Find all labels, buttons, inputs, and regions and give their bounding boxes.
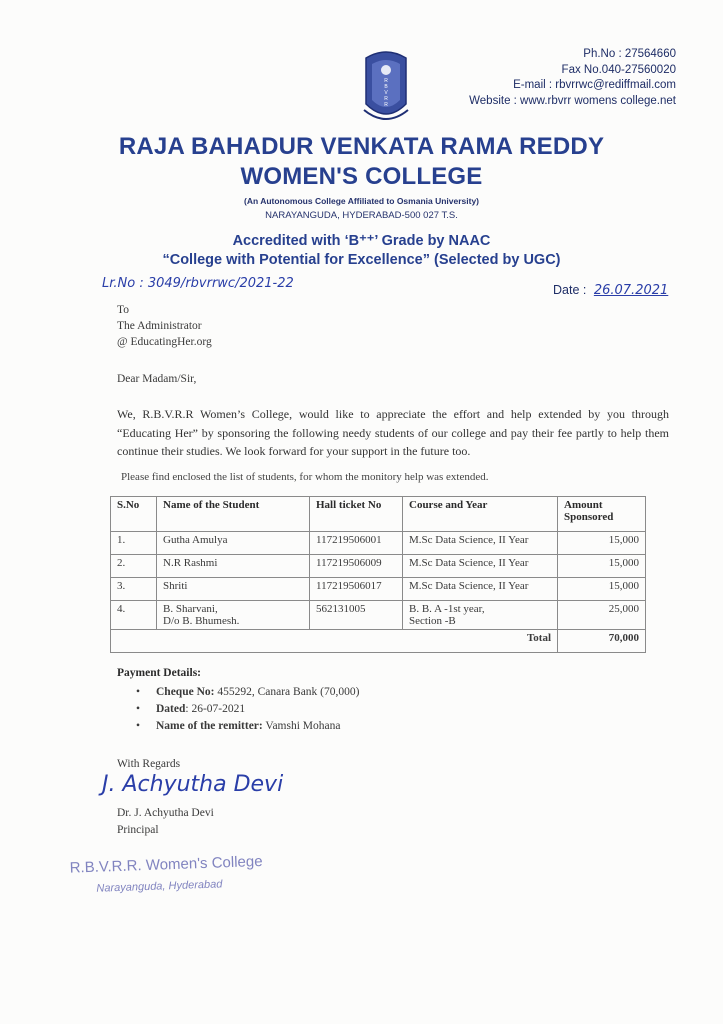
cell-amount: 25,000 [558, 601, 646, 630]
college-logo [360, 48, 412, 128]
cell-course: M.Sc Data Science, II Year [403, 532, 558, 555]
college-name [0, 132, 723, 192]
college-stamp [69, 847, 281, 902]
table-row [111, 555, 646, 578]
cell-hall: 117219506009 [310, 555, 403, 578]
cell-name-line2: D/o B. Bhumesh. [163, 615, 240, 627]
cell-amount: 15,000 [558, 555, 646, 578]
contact-info [469, 47, 676, 109]
cell-name [157, 601, 310, 630]
cell-name-line1: B. Sharvani, [163, 603, 218, 615]
recipient-block [117, 302, 212, 350]
remitter-value: Vamshi Mohana [265, 720, 341, 732]
svg-text:R: R [384, 96, 388, 102]
svg-text:R: R [384, 102, 388, 108]
svg-text:R: R [384, 78, 388, 84]
signature: J. Achyutha Devi [102, 772, 284, 797]
total-value: 70,000 [558, 630, 646, 653]
cell-sno: 1. [111, 532, 157, 555]
salutation: Dear Madam/Sir, [117, 373, 197, 385]
closing-regards: With Regards [117, 758, 181, 770]
col-header-hall: Hall ticket No [310, 497, 403, 532]
cell-course: M.Sc Data Science, II Year [403, 578, 558, 601]
bullet-icon: • [136, 686, 141, 698]
svg-text:V: V [384, 90, 388, 96]
reference-number: Lr.No : 3049/rbvrrwc/2021-22 [102, 276, 294, 291]
letter-body: We, R.B.V.R.R Women’s College, would like to appreciate the effort and help extended by you through “Educating Her” by sponsoring the following needy students of our college and pay their fee partly to help them continue their studies. We look forward for your support in the future too. [117, 407, 669, 458]
stamp-line1: R.B.V.R.R. Women's College [69, 852, 263, 877]
cell-sno: 3. [111, 578, 157, 601]
cell-name: N.R Rashmi [157, 555, 310, 578]
cell-sno: 2. [111, 555, 157, 578]
cell-name: Shriti [157, 578, 310, 601]
table-row [111, 532, 646, 555]
col-header-sno: S.No [111, 497, 157, 532]
cell-sno: 4. [111, 601, 157, 630]
table-total-row [111, 630, 646, 653]
cell-course-line1: B. B. A -1st year, [409, 603, 485, 615]
accreditation-block [0, 232, 723, 270]
col-header-amount: Amount Sponsored [558, 497, 646, 532]
college-name-line1: RAJA BAHADUR VENKATA RAMA REDDY [118, 133, 605, 160]
stamp-line2: Narayanguda, Hyderabad [96, 878, 223, 895]
table-row [111, 578, 646, 601]
bullet-icon: • [136, 720, 141, 732]
date-line [553, 283, 668, 298]
bullet-icon: • [136, 703, 141, 715]
to-line: To [117, 304, 129, 316]
college-name-line2: WOMEN'S COLLEGE [240, 163, 483, 190]
cell-name: Gutha Amulya [157, 532, 310, 555]
payment-item-dated [136, 701, 359, 718]
affiliation-text: (An Autonomous College Affiliated to Osmania University) [243, 196, 480, 206]
signatory-title: Principal [117, 824, 159, 836]
signatory-block [117, 805, 214, 839]
payment-item-remitter [136, 718, 359, 735]
dated-value: : 26-07-2021 [185, 703, 246, 715]
cell-course [403, 601, 558, 630]
cell-amount: 15,000 [558, 532, 646, 555]
website-text: Website : www.rbvrr womens college.net [469, 94, 676, 107]
payment-heading: Payment Details: [117, 667, 201, 679]
table-header-row [111, 497, 646, 532]
signatory-name: Dr. J. Achyutha Devi [117, 807, 214, 819]
payment-list [136, 684, 359, 735]
cheque-value: 455292, Canara Bank (70,000) [217, 686, 360, 698]
dated-label: Dated [156, 703, 186, 715]
date-value: 26.07.2021 [593, 283, 669, 298]
cheque-label: Cheque No: [156, 686, 215, 698]
col-header-name: Name of the Student [157, 497, 310, 532]
date-label: Date : [553, 283, 587, 297]
payment-item-cheque [136, 684, 359, 701]
email-text: E-mail : rbvrrwc@rediffmail.com [513, 79, 676, 91]
students-table [110, 496, 646, 653]
cell-amount: 15,000 [558, 578, 646, 601]
cell-course-line2: Section -B [409, 615, 456, 627]
college-address: NARAYANGUDA, HYDERABAD-500 027 T.S. [265, 210, 458, 221]
accreditation-text: Accredited with ‘B⁺⁺’ Grade by NAAC [232, 233, 491, 249]
cpe-text: “College with Potential for Excellence” (Selected by UGC) [162, 252, 561, 268]
remitter-label: Name of the remitter: [156, 720, 263, 732]
total-label: Total [111, 630, 558, 653]
col-header-course: Course and Year [403, 497, 558, 532]
cell-hall: 117219506001 [310, 532, 403, 555]
svg-text:B: B [384, 84, 388, 90]
fax-text: Fax No.040-27560020 [561, 63, 676, 76]
cell-hall: 117219506017 [310, 578, 403, 601]
recipient-title: The Administrator [117, 320, 202, 332]
table-row [111, 601, 646, 630]
cell-hall: 562131005 [310, 601, 403, 630]
recipient-org: @ EducatingHer.org [117, 336, 212, 348]
phone-text: Ph.No : 27564660 [583, 48, 676, 60]
cell-course: M.Sc Data Science, II Year [403, 555, 558, 578]
enclosed-note: Please find enclosed the list of students, for whom the monitory help was extended. [121, 471, 489, 483]
